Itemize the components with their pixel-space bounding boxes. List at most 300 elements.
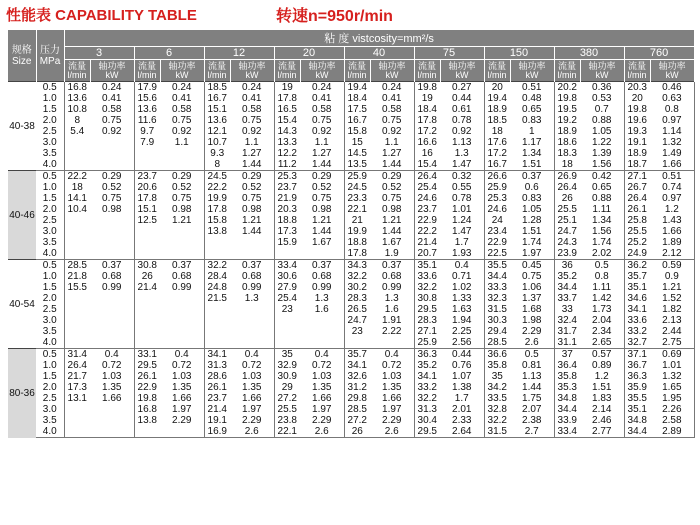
flow-cell: 28.5 (347, 404, 367, 415)
table-row (8, 82, 694, 94)
power-cell: 0.75 (300, 193, 344, 204)
flow-cell: 26 (141, 271, 153, 282)
pressure-cell: 3.5 (36, 237, 64, 248)
power-cell: 0.75 (160, 193, 204, 204)
table-row (8, 382, 694, 393)
power-cell (90, 404, 134, 415)
power-cell: 0.37 (370, 260, 414, 272)
power-cell: 0.75 (300, 115, 344, 126)
power-cell: 1.38 (440, 382, 484, 393)
power-header: 轴功率 kW (160, 60, 204, 82)
power-cell: 0.48 (510, 93, 554, 104)
power-cell: 1.68 (510, 304, 554, 315)
table-row (8, 126, 694, 137)
power-cell: 0.37 (510, 171, 554, 183)
power-cell: 1.11 (580, 282, 624, 293)
power-cell: 0.76 (440, 360, 484, 371)
flow-cell: 20.3 (624, 82, 650, 94)
power-cell: 2.34 (580, 326, 624, 337)
power-cell: 0.24 (300, 82, 344, 94)
flow-cell: 15.8 (347, 126, 367, 137)
power-cell: 2.58 (650, 415, 694, 426)
power-cell: 2.75 (650, 337, 694, 349)
power-cell: 1.44 (370, 159, 414, 171)
power-cell: 1.74 (510, 237, 554, 248)
flow-cell: 18.8 (277, 215, 297, 226)
flow-cell: 21.5 (207, 293, 227, 304)
flow-cell: 31.5 (484, 426, 510, 438)
flow-cell (134, 426, 160, 438)
flow-cell: 25.3 (487, 193, 507, 204)
flow-cell: 13.6 (207, 115, 227, 126)
power-cell (90, 137, 134, 148)
pressure-header-label: 压力 MPa (39, 44, 61, 67)
flow-cell: 26.1 (137, 371, 157, 382)
flow-cell: 16 (421, 148, 433, 159)
power-cell: 0.9 (650, 271, 694, 282)
flow-cell: 17.3 (67, 382, 87, 393)
power-cell (160, 148, 204, 159)
flow-cell: 33.4 (274, 260, 300, 272)
power-cell (90, 326, 134, 337)
flow-cell: 15.8 (207, 215, 227, 226)
power-cell: 0.92 (160, 126, 204, 137)
flow-cell: 17.8 (207, 204, 227, 215)
power-cell: 0.53 (580, 93, 624, 104)
flow-cell: 12.5 (137, 215, 157, 226)
power-cell (160, 304, 204, 315)
flow-cell (274, 248, 300, 260)
power-header: 轴功率 kW (440, 60, 484, 82)
flow-cell: 32.2 (487, 415, 507, 426)
power-cell: 1.2 (650, 204, 694, 215)
power-cell: 0.99 (160, 282, 204, 293)
flow-cell: 18.3 (557, 148, 577, 159)
flow-cell: 35.1 (414, 260, 440, 272)
power-cell: 2.77 (580, 426, 624, 438)
flow-cell (204, 237, 230, 248)
flow-cell: 27.2 (347, 415, 367, 426)
power-cell: 2.29 (300, 415, 344, 426)
flow-cell: 28.3 (347, 293, 367, 304)
flow-cell: 20.7 (414, 248, 440, 260)
flow-cell (134, 315, 160, 326)
power-cell: 0.41 (160, 93, 204, 104)
power-cell: 1.03 (160, 371, 204, 382)
power-cell: 0.52 (160, 182, 204, 193)
power-cell (90, 248, 134, 260)
power-cell: 0.63 (650, 93, 694, 104)
flow-cell: 23 (351, 326, 363, 337)
flow-cell: 32.2 (204, 260, 230, 272)
flow-cell (64, 326, 90, 337)
power-cell: 1.27 (300, 148, 344, 159)
power-cell: 0.89 (580, 360, 624, 371)
flow-cell: 30.6 (277, 271, 297, 282)
power-cell: 1.35 (230, 382, 274, 393)
pressure-cell: 1.5 (36, 104, 64, 115)
power-cell: 0.44 (440, 349, 484, 361)
power-cell: 0.37 (90, 260, 134, 272)
power-cell: 1.47 (440, 159, 484, 171)
power-cell: 2.02 (580, 248, 624, 260)
flow-cell: 22.1 (274, 426, 300, 438)
power-cell: 0.42 (580, 171, 624, 183)
flow-cell: 26.1 (207, 382, 227, 393)
flow-cell: 17.8 (277, 93, 297, 104)
flow-cell: 15.4 (277, 115, 297, 126)
power-cell: 0.58 (160, 104, 204, 115)
power-cell: 0.92 (370, 126, 414, 137)
power-cell: 0.44 (440, 93, 484, 104)
flow-cell: 24.8 (207, 282, 227, 293)
flow-cell: 37.1 (624, 349, 650, 361)
power-cell: 1.97 (230, 404, 274, 415)
power-cell: 1.32 (650, 137, 694, 148)
power-cell: 1.97 (300, 404, 344, 415)
pressure-header (36, 30, 64, 82)
power-cell: 1.11 (580, 204, 624, 215)
power-cell (90, 148, 134, 159)
pressure-cell: 2.0 (36, 382, 64, 393)
power-cell: 1.7 (440, 237, 484, 248)
power-cell (90, 426, 134, 438)
power-cell: 2.56 (440, 337, 484, 349)
power-cell: 0.75 (230, 193, 274, 204)
flow-cell: 19.8 (414, 82, 440, 94)
speed-label: 转速n=950r/min (276, 8, 393, 25)
flow-cell: 24.5 (204, 171, 230, 183)
flow-cell: 26.4 (627, 193, 647, 204)
pressure-cell: 2.0 (36, 115, 64, 126)
power-cell: 1.67 (300, 237, 344, 248)
power-cell: 0.81 (510, 360, 554, 371)
flow-cell: 34.1 (627, 304, 647, 315)
power-cell: 0.88 (580, 115, 624, 126)
power-cell: 1.44 (300, 159, 344, 171)
power-cell: 0.52 (230, 182, 274, 193)
power-cell: 0.37 (230, 260, 274, 272)
power-cell: 0.24 (230, 82, 274, 94)
power-cell: 0.24 (370, 82, 414, 94)
flow-cell (64, 415, 90, 426)
pressure-cell: 4.0 (36, 159, 64, 171)
flow-cell: 23.4 (487, 226, 507, 237)
flow-cell (134, 304, 160, 315)
flow-cell: 25.5 (557, 204, 577, 215)
flow-cell: 35.9 (627, 382, 647, 393)
flow-cell: 8 (204, 159, 230, 171)
table-row (8, 204, 694, 215)
flow-header: 流量 l/min (204, 60, 230, 82)
pressure-cell: 0.5 (36, 82, 64, 94)
power-cell: 0.75 (370, 193, 414, 204)
power-cell: 1.97 (510, 248, 554, 260)
power-cell: 0.57 (580, 349, 624, 361)
flow-cell: 35.8 (487, 360, 507, 371)
power-cell: 0.29 (90, 171, 134, 183)
power-cell: 2.25 (440, 326, 484, 337)
power-cell: 0.4 (370, 349, 414, 361)
flow-cell: 11.2 (274, 159, 300, 171)
flow-cell: 26.5 (347, 304, 367, 315)
flow-cell: 18.9 (557, 126, 577, 137)
flow-cell: 31.5 (487, 304, 507, 315)
size-cell: 40-46 (8, 171, 36, 260)
power-cell: 2.65 (580, 337, 624, 349)
flow-cell: 19.1 (627, 137, 647, 148)
power-cell: 0.69 (650, 349, 694, 361)
power-header: 轴功率 kW (300, 60, 344, 82)
power-cell: 1.27 (370, 148, 414, 159)
power-cell: 0.72 (370, 360, 414, 371)
power-cell: 0.78 (440, 193, 484, 204)
flow-cell: 7.9 (140, 137, 155, 148)
pressure-cell: 4.0 (36, 337, 64, 349)
flow-cell: 32.6 (347, 371, 367, 382)
power-cell: 2.04 (580, 315, 624, 326)
power-cell: 0.75 (230, 115, 274, 126)
flow-cell (64, 404, 90, 415)
flow-cell: 26.1 (627, 204, 647, 215)
power-cell: 1.33 (440, 293, 484, 304)
flow-cell: 36 (554, 260, 580, 272)
flow-cell: 31.7 (557, 326, 577, 337)
flow-cell: 33.3 (487, 282, 507, 293)
flow-cell (64, 226, 90, 237)
flow-cell: 25.9 (414, 337, 440, 349)
power-cell: 1.97 (370, 404, 414, 415)
power-cell: 1.51 (510, 159, 554, 171)
flow-cell: 17.2 (417, 126, 437, 137)
power-cell: 1.49 (650, 148, 694, 159)
power-cell (160, 337, 204, 349)
flow-cell: 22.2 (64, 171, 90, 183)
flow-cell: 23 (281, 304, 293, 315)
flow-cell: 29.5 (414, 426, 440, 438)
flow-cell: 13.8 (137, 415, 157, 426)
flow-cell: 31.3 (417, 404, 437, 415)
flow-cell: 32.3 (487, 293, 507, 304)
size-header-label: 规格 Size (11, 44, 32, 67)
flow-cell: 24.5 (347, 182, 367, 193)
flow-cell: 26.6 (484, 171, 510, 183)
flow-cell: 29.5 (417, 304, 437, 315)
flow-cell: 30.3 (487, 315, 507, 326)
flow-cell: 17.8 (137, 193, 157, 204)
table-row (8, 393, 694, 404)
power-cell: 1.21 (650, 282, 694, 293)
flow-cell (204, 248, 230, 260)
subheader-row (8, 60, 694, 82)
table-row (8, 104, 694, 115)
pressure-cell: 2.5 (36, 215, 64, 226)
flow-cell: 26.4 (67, 360, 87, 371)
power-cell: 2.7 (510, 426, 554, 438)
pressure-cell: 3.0 (36, 226, 64, 237)
power-cell: 0.4 (440, 260, 484, 272)
power-cell (160, 426, 204, 438)
flow-cell (64, 237, 90, 248)
power-cell: 2.46 (580, 415, 624, 426)
pressure-cell: 3.5 (36, 326, 64, 337)
flow-cell: 35.2 (417, 360, 437, 371)
power-cell: 0.58 (370, 104, 414, 115)
flow-cell: 25.5 (277, 404, 297, 415)
flow-cell (204, 326, 230, 337)
flow-cell: 12.1 (207, 126, 227, 137)
flow-header: 流量 l/min (624, 60, 650, 82)
power-cell: 0.52 (370, 182, 414, 193)
power-cell: 1.3 (370, 293, 414, 304)
flow-cell (134, 237, 160, 248)
flow-cell: 34.4 (557, 282, 577, 293)
power-header: 轴功率 kW (370, 60, 414, 82)
power-cell: 1.89 (650, 237, 694, 248)
flow-cell: 14.5 (347, 148, 367, 159)
power-cell (230, 337, 274, 349)
table-row (8, 337, 694, 349)
flow-cell: 35.2 (557, 271, 577, 282)
size-header (8, 30, 36, 82)
flow-cell: 32.2 (347, 271, 367, 282)
flow-cell: 27.1 (417, 326, 437, 337)
power-cell (160, 226, 204, 237)
power-cell: 0.99 (230, 282, 274, 293)
power-cell (90, 226, 134, 237)
power-cell: 0.74 (650, 182, 694, 193)
table-row (8, 237, 694, 248)
flow-cell: 19.1 (207, 415, 227, 426)
flow-cell: 34.8 (627, 415, 647, 426)
flow-cell: 13.6 (67, 93, 87, 104)
flow-cell: 11.6 (137, 115, 157, 126)
power-cell: 1.37 (510, 293, 554, 304)
flow-cell: 18.8 (347, 237, 367, 248)
power-cell: 0.4 (160, 349, 204, 361)
table-row (8, 115, 694, 126)
power-cell: 0.41 (300, 93, 344, 104)
viscosity-6: 6 (134, 47, 204, 60)
flow-cell (64, 293, 90, 304)
flow-cell: 35 (491, 371, 503, 382)
flow-header: 流量 l/min (274, 60, 300, 82)
flow-cell: 10.7 (207, 137, 227, 148)
power-cell: 0.99 (300, 282, 344, 293)
power-cell: 1.03 (90, 371, 134, 382)
power-cell: 0.24 (160, 82, 204, 94)
power-cell: 2.44 (650, 326, 694, 337)
flow-cell: 24.7 (557, 226, 577, 237)
viscosity-40: 40 (344, 47, 414, 60)
flow-cell (204, 315, 230, 326)
table-row (8, 171, 694, 183)
flow-cell: 26.7 (627, 182, 647, 193)
flow-cell: 28.4 (207, 271, 227, 282)
power-cell: 1.97 (160, 404, 204, 415)
size-cell: 40-38 (8, 82, 36, 171)
power-cell: 1.56 (580, 159, 624, 171)
flow-cell: 19.8 (627, 104, 647, 115)
viscosity-3: 3 (64, 47, 134, 60)
power-cell (90, 315, 134, 326)
power-cell (90, 304, 134, 315)
pressure-cell: 3.0 (36, 404, 64, 415)
flow-cell: 13.5 (344, 159, 370, 171)
flow-cell: 35.1 (627, 404, 647, 415)
power-cell: 0.5 (580, 260, 624, 272)
flow-cell (134, 326, 160, 337)
power-cell: 1.27 (230, 148, 274, 159)
pressure-cell: 3.5 (36, 415, 64, 426)
power-cell: 0.92 (300, 126, 344, 137)
flow-cell: 32.4 (557, 315, 577, 326)
table-title: 性能表 CAPABILITY TABLE (6, 7, 197, 24)
flow-cell: 18 (491, 126, 503, 137)
power-cell: 0.78 (440, 115, 484, 126)
power-cell: 1.21 (230, 215, 274, 226)
flow-cell: 20.6 (137, 182, 157, 193)
power-cell: 0.6 (510, 182, 554, 193)
power-cell: 1.21 (370, 215, 414, 226)
viscosity-20: 20 (274, 47, 344, 60)
flow-cell: 28.5 (484, 337, 510, 349)
flow-cell: 35.7 (627, 271, 647, 282)
power-cell: 1.44 (510, 382, 554, 393)
pressure-cell: 4.0 (36, 426, 64, 438)
flow-cell: 34.8 (557, 393, 577, 404)
flow-cell: 29.5 (137, 360, 157, 371)
flow-cell: 16.5 (277, 104, 297, 115)
power-cell: 0.58 (300, 104, 344, 115)
flow-cell: 35.8 (557, 371, 577, 382)
flow-cell: 32.8 (487, 404, 507, 415)
power-cell: 0.65 (510, 104, 554, 115)
flow-cell: 23.7 (134, 171, 160, 183)
power-cell: 1.3 (440, 148, 484, 159)
power-cell: 0.88 (580, 193, 624, 204)
power-cell: 1.66 (160, 393, 204, 404)
power-cell (160, 315, 204, 326)
power-cell: 1.13 (510, 371, 554, 382)
viscosity-values-row (8, 47, 694, 60)
flow-cell: 30.8 (134, 260, 160, 272)
power-cell: 1.7 (440, 393, 484, 404)
power-cell: 1.39 (580, 148, 624, 159)
flow-cell: 33.6 (417, 271, 437, 282)
power-cell: 1.21 (160, 215, 204, 226)
power-cell: 0.52 (300, 182, 344, 193)
power-header: 轴功率 kW (510, 60, 554, 82)
power-cell: 1.66 (650, 159, 694, 171)
power-cell: 1.35 (370, 382, 414, 393)
flow-header: 流量 l/min (554, 60, 580, 82)
power-cell: 0.41 (230, 93, 274, 104)
viscosity-12: 12 (204, 47, 274, 60)
power-header: 轴功率 kW (580, 60, 624, 82)
flow-cell: 29.4 (487, 326, 507, 337)
flow-cell: 36.2 (624, 260, 650, 272)
flow-cell: 24.3 (557, 237, 577, 248)
power-cell: 2.6 (300, 426, 344, 438)
flow-cell (274, 337, 300, 349)
flow-cell: 13.8 (207, 226, 227, 237)
power-cell: 1.35 (160, 382, 204, 393)
power-cell: 0.75 (160, 115, 204, 126)
flow-cell: 15 (351, 137, 363, 148)
power-cell: 2.6 (370, 426, 414, 438)
power-cell: 1.82 (650, 304, 694, 315)
